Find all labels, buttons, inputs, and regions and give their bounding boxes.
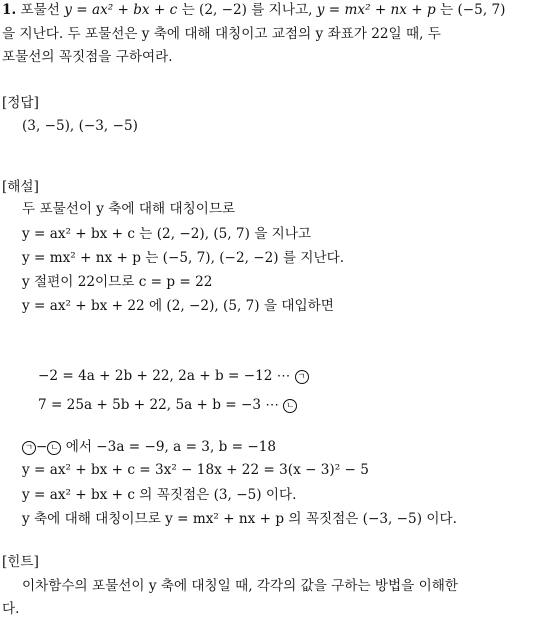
hint-line-2: 다. [2, 601, 20, 617]
solution-line: y = mx² + nx + p 는 (−5, 7), (−2, −2) 를 지난다. [22, 250, 345, 266]
solution-step-text: 에서 −3a = −9, a = 3, b = −18 [61, 439, 277, 455]
problem-line-3: 포물선의 꼭짓점을 구하여라. [2, 49, 173, 65]
solution-line: y = ax² + bx + c 는 (2, −2), (5, 7) 을 지나고 [22, 226, 312, 242]
problem-line-1 [2, 1, 505, 19]
solution-heading: [해설] [2, 179, 39, 195]
solution-line: y = ax² + bx + c 의 꼭짓점은 (3, −5) 이다. [22, 487, 297, 503]
solution-line: y 절편이 22이므로 c = p = 22 [22, 274, 213, 290]
problem-line-2: 을 지난다. 두 포물선은 y 축에 대해 대칭이고 교점의 y 좌표가 22일 때, 두 [2, 26, 441, 42]
problem-eq-2: y = mx² + nx + p [316, 2, 436, 18]
equation-2 [38, 396, 297, 414]
minus-sign: − [36, 439, 48, 455]
problem-text-b: 는 (2, −2) 를 지나고, [181, 2, 313, 18]
solution-line: 두 포물선이 y 축에 대해 대칭이므로 [22, 201, 236, 217]
equation-1 [38, 367, 309, 385]
problem-eq-1: y = ax² + bx + c [64, 2, 178, 18]
circled-giyeok-icon: ㄱ [295, 370, 309, 384]
circled-nieun-icon: ㄴ [283, 399, 297, 413]
equation-1-text: −2 = 4a + 2b + 22, 2a + b = −12 ⋯ [38, 368, 291, 384]
circled-nieun-icon: ㄴ [47, 441, 61, 455]
answer-heading: [정답] [2, 95, 39, 111]
equation-2-text: 7 = 25a + 5b + 22, 5a + b = −3 ⋯ [38, 397, 279, 413]
answer-text: (3, −5), (−3, −5) [22, 118, 138, 134]
problem-text-a: 포물선 [20, 2, 60, 18]
hint-heading: [힌트] [2, 554, 39, 570]
solution-line: y 축에 대해 대칭이므로 y = mx² + nx + p 의 꼭짓점은 (−3, −5) 이다. [22, 511, 457, 527]
hint-line-1: 이차함수의 포물선이 y 축에 대칭일 때, 각각의 값을 구하는 방법을 이해한 [22, 578, 459, 594]
circled-giyeok-icon: ㄱ [22, 441, 36, 455]
solution-step [22, 438, 276, 456]
solution-line: y = ax² + bx + 22 에 (2, −2), (5, 7) 을 대입하면 [22, 298, 334, 314]
solution-line: y = ax² + bx + c = 3x² − 18x + 22 = 3(x − 3)² − 5 [22, 462, 369, 478]
problem-text-c: 는 (−5, 7) [440, 2, 506, 18]
problem-number: 1. [2, 2, 17, 18]
